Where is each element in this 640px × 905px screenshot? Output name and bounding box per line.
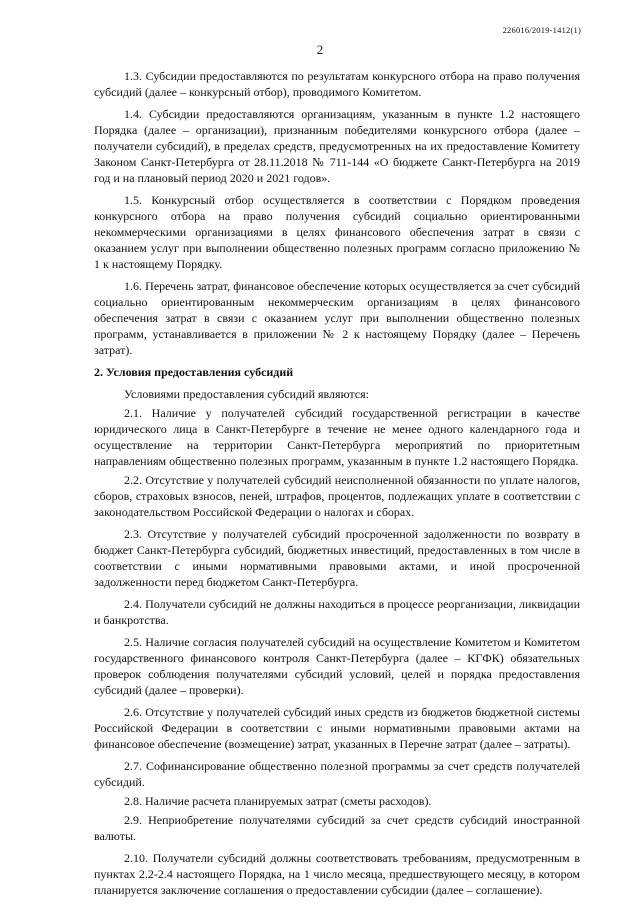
page-number: 2	[316, 42, 324, 57]
paragraph-1-6: 1.6. Перечень затрат, финансовое обеспечение которых осуществляется за счет субсидий социально ориентированным некоммерческим организациям в целях финансового обеспечения затрат в связи с оказанием услуг при выполнении общественно полезных программ, устанавливается в приложении № 2 к настоящему Порядку (далее – Перечень затрат).	[94, 279, 580, 357]
section-title: 2. Условия предоставления субсидий	[94, 365, 294, 379]
document-body	[94, 68, 580, 904]
paragraph-2-7: 2.7. Софинансирование общественно полезной программы за счет средств получателей субсидий.	[94, 759, 580, 789]
paragraph-2-1: 2.1. Наличие у получателей субсидий государственной регистрации в качестве юридического лица в Санкт-Петербурге в течение не менее одного календарного года и осуществление на территории Санкт-Петербурга мероприятий по приоритетным направлениям общественно полезных программ, указанным в пункте 1.2 настоящего Порядка.	[94, 406, 580, 468]
paragraph-1-3: 1.3. Субсидии предоставляются по результатам конкурсного отбора на право получения субсидий (далее – конкурсный отбор), проводимого Комитетом.	[94, 69, 580, 99]
paragraph-2-8: 2.8. Наличие расчета планируемых затрат (сметы расходов).	[124, 794, 432, 808]
paragraph-2-9: 2.9. Неприобретение получателями субсидий за счет средств субсидий иностранной валюты.	[94, 813, 580, 843]
paragraph-2-6: 2.6. Отсутствие у получателей субсидий иных средств из бюджетов бюджетной системы Российской Федерации в соответствии с иными нормативными правовыми актами на финансовое обеспечение (возмещение) затрат, указанных в Перечне затрат (далее – затраты).	[94, 705, 580, 751]
paragraph-2-4: 2.4. Получатели субсидий не должны находиться в процессе реорганизации, ликвидации и банкротства.	[94, 597, 580, 627]
document-id: 226016/2019-1412(1)	[502, 25, 581, 35]
paragraph-2-10: 2.10. Получатели субсидий должны соответствовать требованиям, предусмотренным в пунктах 2.2-2.4 настоящего Порядка, на 1 число месяца, предшествующего месяцу, в котором планируется заключение соглашения о предоставлении субсидии (далее – соглашение).	[94, 851, 580, 897]
paragraph-2-2: 2.2. Отсутствие у получателей субсидий неисполненной обязанности по уплате налогов, сборов, страховых взносов, пеней, штрафов, процентов, подлежащих уплате в соответствии с законодательством Российской Федерации о налогах и сборах.	[94, 473, 580, 519]
paragraph-2-5: 2.5. Наличие согласия получателей субсидий на осуществление Комитетом и Комитетом государственного финансового контроля Санкт-Петербурга (далее – КГФК) обязательных проверок соблюдения получателями субсидий условий, целей и порядка предоставления субсидий (далее – проверки).	[94, 635, 580, 697]
paragraph-1-4: 1.4. Субсидии предоставляются организациям, указанным в пункте 1.2 настоящего Порядка (далее – организации), признанным победителями конкурсного отбора (далее – получатели субсидий), в пределах средств, предусмотренных на их предоставление Комитету Законом Санкт-Петербурга от 28.11.2018 № 711-144 «О бюджете Санкт-Петербурга на 2019 год и на плановый период 2020 и 2021 годов».	[94, 107, 580, 185]
paragraph-2-3: 2.3. Отсутствие у получателей субсидий просроченной задолженности по возврату в бюджет Санкт-Петербурга субсидий, бюджетных инвестиций, предоставленных в том числе в соответствии с иными нормативными правовыми актами, и иной просроченной задолженности перед бюджетом Санкт-Петербурга.	[94, 527, 580, 589]
section-intro: Условиями предоставления субсидий являются:	[124, 387, 369, 401]
paragraph-1-5: 1.5. Конкурсный отбор осуществляется в соответствии с Порядком проведения конкурсного отбора на право получения субсидий социально ориентированными некоммерческими организациями в целях финансового обеспечения затрат в связи с оказанием услуг при выполнении общественно полезных программ согласно приложению № 1 к настоящему Порядку.	[94, 193, 580, 271]
